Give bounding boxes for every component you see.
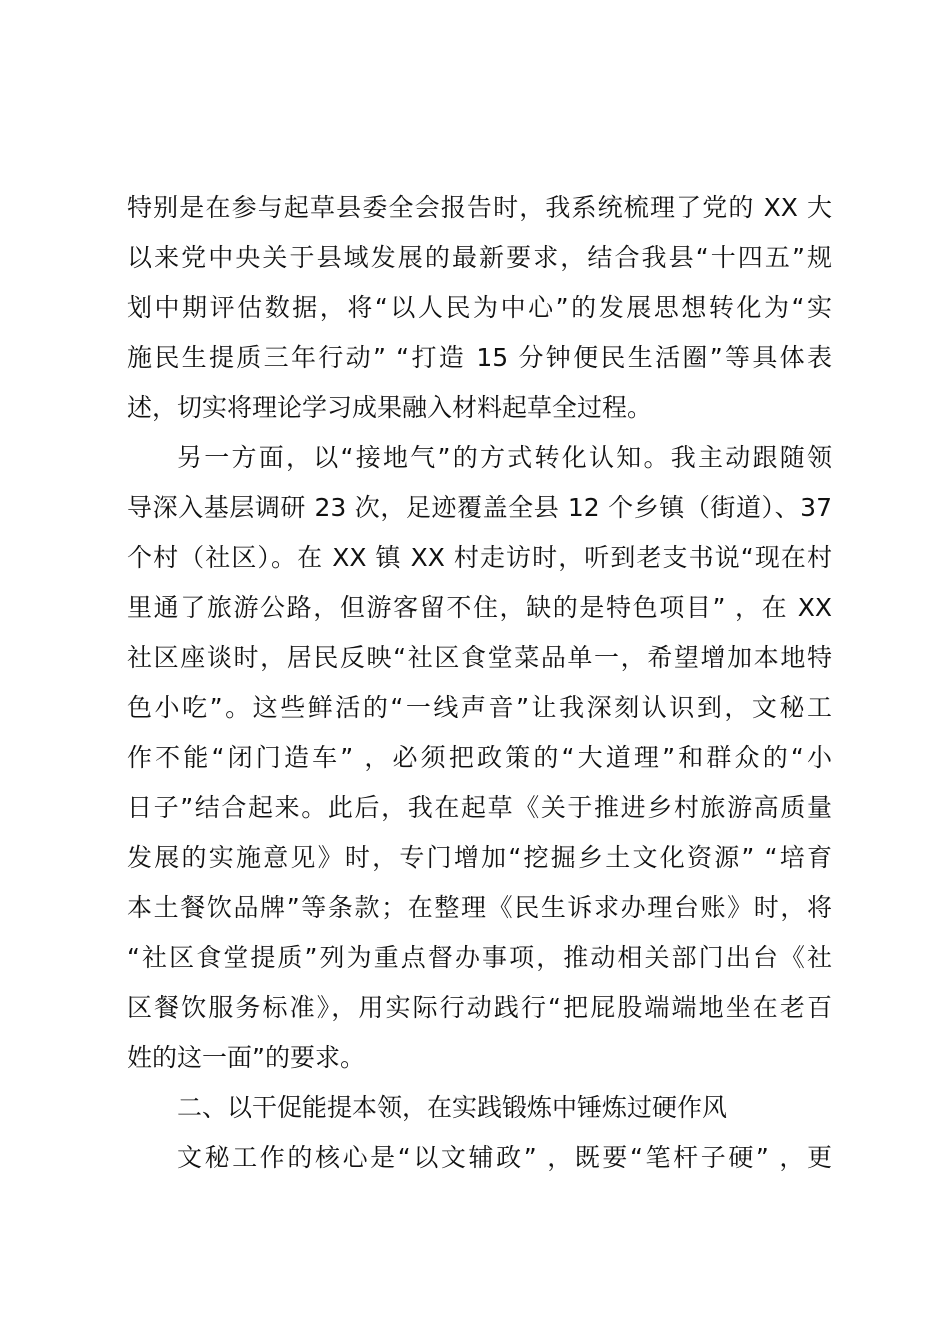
text-line: 姓的这一面”的要求。 bbox=[127, 1043, 365, 1072]
text-line: 述，切实将理论学习成果融入材料起草全过程。 bbox=[127, 393, 653, 422]
text-line: 区餐饮服务标准》，用实际行动践行“把屁股端端地坐在老百 bbox=[127, 993, 832, 1022]
text-line: 文秘工作的核心是“以文辅政” ，既要“笔杆子硬” ，更 bbox=[177, 1143, 832, 1172]
text-line: 社区座谈时，居民反映“社区食堂菜品单一，希望增加本地特 bbox=[127, 643, 832, 672]
text-line: 另一方面，以“接地气”的方式转化认知。我主动跟随领 bbox=[177, 443, 832, 472]
paragraph-3 bbox=[127, 1133, 832, 1183]
text-line: 个村（社区）。在 XX 镇 XX 村走访时，听到老支书说“现在村 bbox=[127, 543, 832, 572]
text-line: 色小吃”。这些鲜活的“一线声音”让我深刻认识到，文秘工 bbox=[127, 693, 832, 722]
text-line: 特别是在参与起草县委全会报告时，我系统梳理了党的 XX 大 bbox=[127, 193, 832, 222]
text-line: “社区食堂提质”列为重点督办事项，推动相关部门出台《社 bbox=[127, 943, 832, 972]
section-heading-2 bbox=[127, 1083, 832, 1133]
text-line: 施民生提质三年行动” “打造 15 分钟便民生活圈”等具体表 bbox=[127, 343, 832, 372]
text-line: 导深入基层调研 23 次，足迹覆盖全县 12 个乡镇（街道）、37 bbox=[127, 493, 832, 522]
paragraph-2 bbox=[127, 433, 832, 1083]
text-line: 发展的实施意见》时，专门增加“挖掘乡土文化资源” “培育 bbox=[127, 843, 832, 872]
text-line: 以来党中央关于县域发展的最新要求，结合我县“十四五”规 bbox=[127, 243, 832, 272]
paragraph-1 bbox=[127, 183, 832, 433]
text-line: 日子”结合起来。此后，我在起草《关于推进乡村旅游高质量 bbox=[127, 793, 832, 822]
document-body bbox=[127, 183, 832, 1183]
section-heading: 二、以干促能提本领，在实践锻炼中锤炼过硬作风 bbox=[177, 1093, 728, 1122]
text-line: 本土餐饮品牌”等条款；在整理《民生诉求办理台账》时，将 bbox=[127, 893, 832, 922]
text-line: 作不能“闭门造车” ，必须把政策的“大道理”和群众的“小 bbox=[127, 743, 832, 772]
text-line: 划中期评估数据，将“以人民为中心”的发展思想转化为“实 bbox=[127, 293, 832, 322]
text-line: 里通了旅游公路，但游客留不住，缺的是特色项目” ，在 XX bbox=[127, 593, 832, 622]
